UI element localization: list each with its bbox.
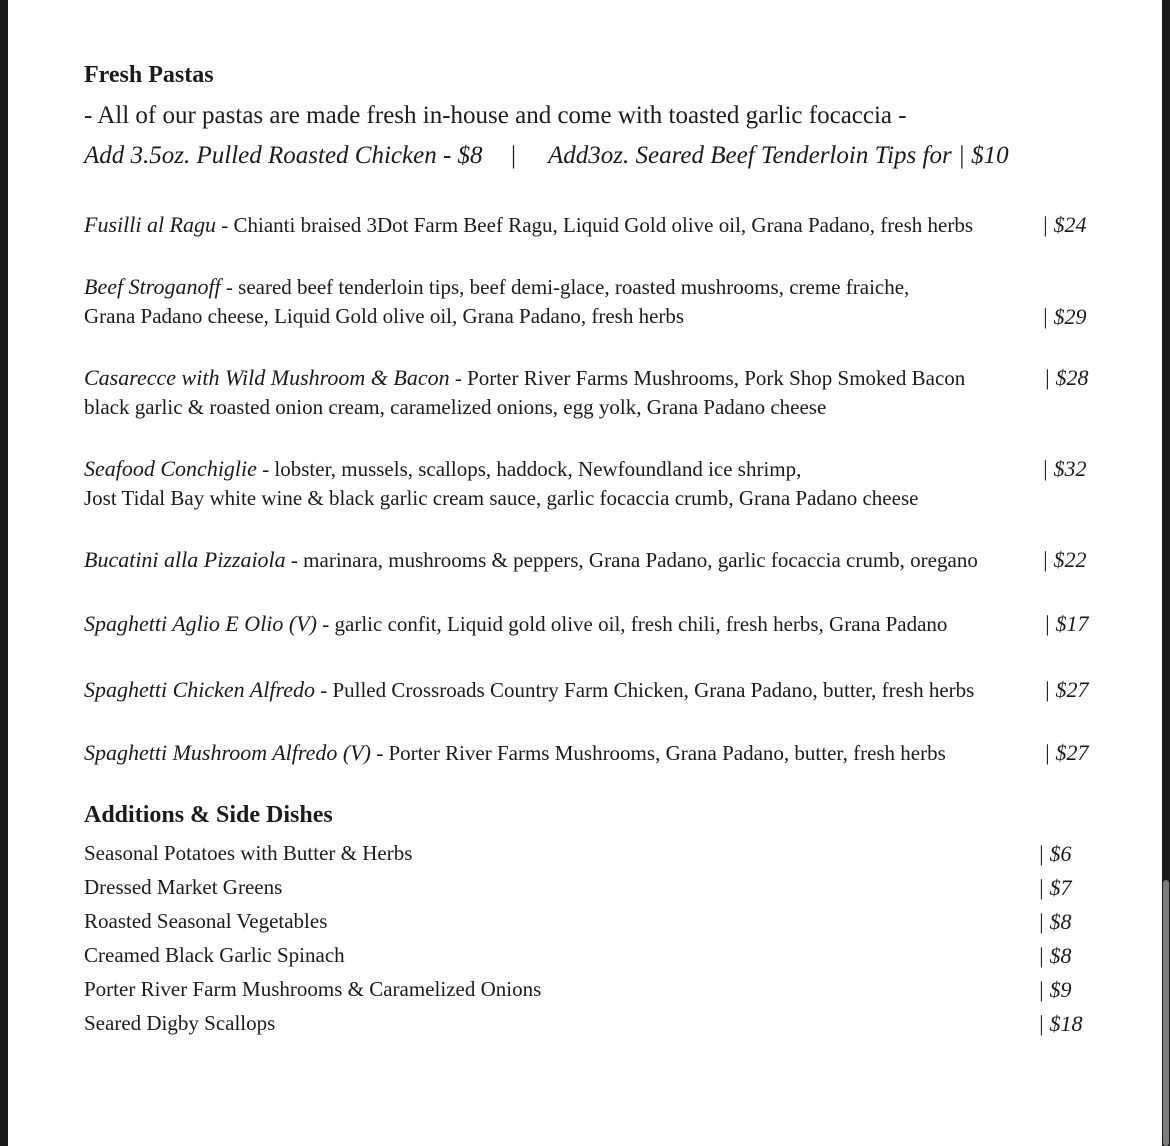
menu-item [84, 547, 978, 573]
item-desc: - Porter River Farms Mushrooms, Pork Shop Smoked Bacon [449, 366, 966, 390]
addon-separator: | [511, 142, 517, 169]
menu-item [84, 740, 946, 766]
addon-chicken: Add 3.5oz. Pulled Roasted Chicken - $8 [84, 142, 483, 169]
pastas-heading: Fresh Pastas [84, 62, 214, 88]
menu-item [84, 677, 974, 703]
side-item-name: Creamed Black Garlic Spinach [84, 943, 345, 967]
menu-item [84, 274, 909, 300]
side-item-name: Dressed Market Greens [84, 875, 283, 899]
scrollbar-thumb[interactable] [1163, 880, 1169, 1146]
menu-item [84, 365, 965, 391]
side-item-name: Porter River Farm Mushrooms & Caramelized Onions [84, 977, 542, 1001]
item-name: Bucatini alla Pizzaiola [84, 547, 286, 572]
menu-page [8, 0, 1162, 1146]
side-item-name: Seared Digby Scallops [84, 1011, 276, 1035]
side-item-price: | $18 [1038, 1011, 1083, 1036]
item-name: Seafood Conchiglie [84, 456, 257, 481]
item-price: | $27 [1044, 677, 1089, 702]
side-item-price: | $8 [1038, 943, 1072, 968]
addon-beef: Add3oz. Seared Beef Tenderloin Tips for | $10 [548, 142, 1009, 169]
item-desc: - marinara, mushrooms & peppers, Grana Padano, garlic focaccia crumb, oregano [285, 548, 978, 572]
menu-item [84, 456, 801, 482]
item-desc: - garlic confit, Liquid gold olive oil, fresh chili, fresh herbs, Grana Padano [317, 612, 948, 636]
item-price: | $24 [1042, 212, 1087, 237]
item-desc-line2: black garlic & roasted onion cream, caramelized onions, egg yolk, Grana Padano cheese [84, 395, 827, 419]
item-name: Spaghetti Aglio E Olio (V) [84, 611, 318, 636]
item-desc: - Porter River Farms Mushrooms, Grana Padano, butter, fresh herbs [371, 741, 946, 765]
side-item-price: | $9 [1038, 977, 1072, 1002]
item-price: | $22 [1042, 547, 1087, 572]
item-price: | $32 [1042, 456, 1087, 481]
side-item-price: | $7 [1038, 875, 1072, 900]
side-item-price: | $8 [1038, 909, 1072, 934]
side-item-name: Seasonal Potatoes with Butter & Herbs [84, 841, 413, 865]
side-item-price: | $6 [1038, 841, 1072, 866]
item-desc: - Pulled Crossroads Country Farm Chicken, Grana Padano, butter, fresh herbs [314, 678, 975, 702]
pastas-note: - All of our pastas are made fresh in-house and come with toasted garlic focaccia - [84, 102, 907, 129]
item-price: | $28 [1044, 365, 1089, 390]
item-name: Beef Stroganoff [84, 274, 221, 299]
item-desc-line2: Grana Padano cheese, Liquid Gold olive oil, Grana Padano, fresh herbs [84, 304, 685, 328]
item-desc: - seared beef tenderloin tips, beef demi-glace, roasted mushrooms, creme fraiche, [220, 275, 910, 299]
item-price: | $29 [1042, 304, 1087, 329]
item-desc: - Chianti braised 3Dot Farm Beef Ragu, Liquid Gold olive oil, Grana Padano, fresh herbs [216, 213, 974, 237]
menu-item [84, 611, 947, 637]
item-name: Spaghetti Mushroom Alfredo (V) [84, 740, 371, 765]
side-item-name: Roasted Seasonal Vegetables [84, 909, 328, 933]
item-desc-line2: Jost Tidal Bay white wine & black garlic cream sauce, garlic focaccia crumb, Grana Padano cheese [84, 486, 919, 510]
item-name: Casarecce with Wild Mushroom & Bacon [84, 365, 450, 390]
sides-heading: Additions & Side Dishes [84, 802, 333, 828]
menu-item [84, 212, 973, 238]
item-name: Spaghetti Chicken Alfredo [84, 677, 315, 702]
item-price: | $27 [1044, 740, 1089, 765]
item-price: | $17 [1044, 611, 1089, 636]
item-name: Fusilli al Ragu [84, 212, 216, 237]
item-desc: - lobster, mussels, scallops, haddock, Newfoundland ice shrimp, [256, 457, 802, 481]
